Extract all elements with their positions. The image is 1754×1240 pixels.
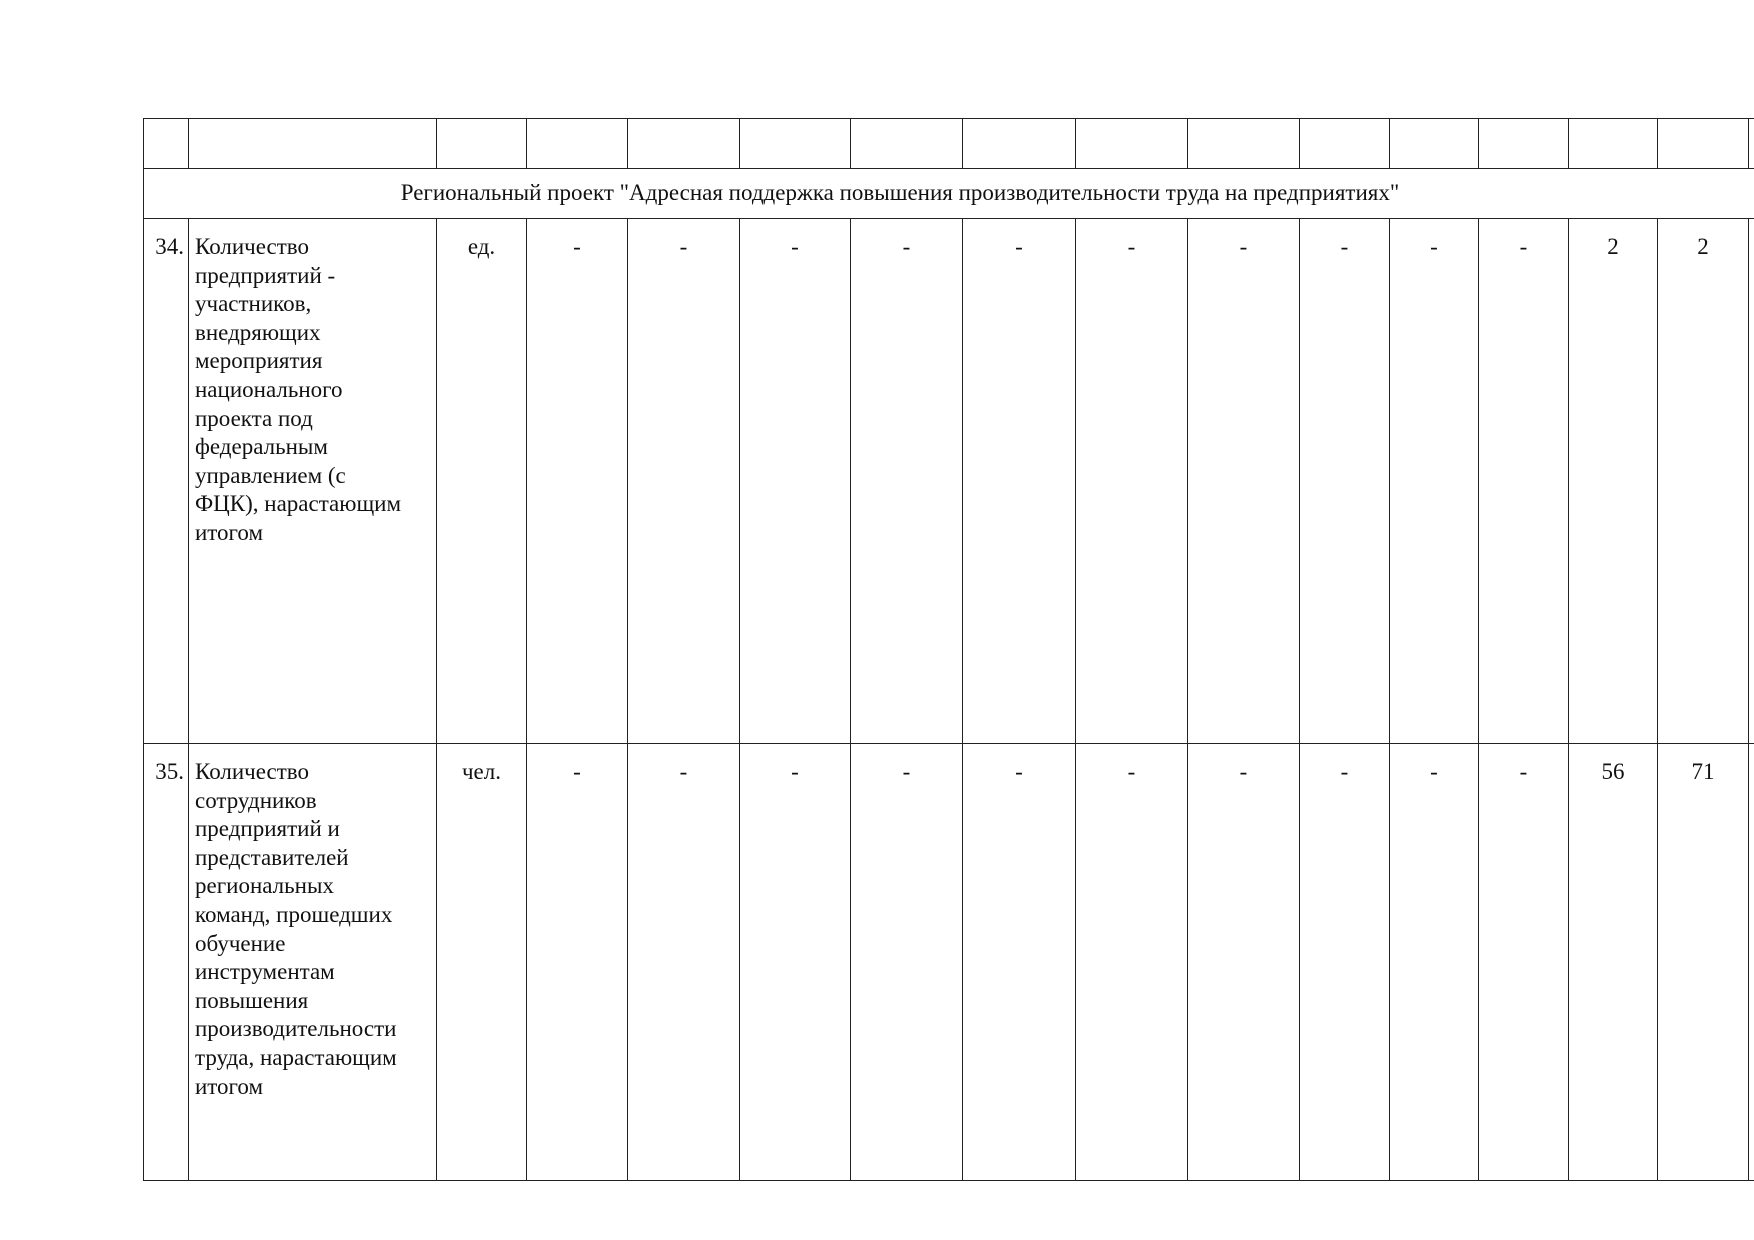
value-cell — [1749, 219, 1754, 744]
table-cell — [1076, 119, 1188, 169]
name-line: итогом — [195, 519, 264, 545]
name-line: внедряющих — [195, 319, 321, 345]
table-cell — [1749, 119, 1754, 169]
value-cell: - — [963, 744, 1076, 1181]
value-cell: - — [1188, 744, 1300, 1181]
name-line: проекта под — [195, 405, 313, 431]
indicator-name — [189, 219, 437, 744]
name-line: Количество — [195, 234, 309, 259]
name-line: команд, прошедших — [195, 901, 393, 927]
name-line: ФЦК), нарастающим — [195, 491, 402, 517]
name-line: инструментам — [195, 959, 335, 985]
name-line: представителей — [195, 844, 349, 870]
value-cell: 2 — [1658, 219, 1749, 744]
value-cell: 56 — [1569, 744, 1658, 1181]
value-cell: 2 — [1569, 219, 1658, 744]
section-title: Региональный проект "Адресная поддержка повышения производительности труда на предприятиях" — [400, 180, 1400, 206]
name-line: национального — [195, 376, 343, 402]
name-line: региональных — [195, 873, 334, 899]
table-cell — [1658, 119, 1749, 169]
table-cell — [1390, 119, 1479, 169]
table-cell — [1479, 119, 1569, 169]
section-header-row — [144, 169, 1754, 219]
table-cell — [437, 119, 527, 169]
unit-cell: чел. — [437, 744, 527, 1181]
indicator-name — [189, 744, 437, 1181]
name-line: мероприятия — [195, 348, 323, 374]
value-cell: - — [1300, 219, 1390, 744]
table-row — [144, 219, 1754, 744]
value-cell: - — [1300, 744, 1390, 1181]
value-cell: - — [1188, 219, 1300, 744]
table-cell — [1569, 119, 1658, 169]
table-cell — [628, 119, 740, 169]
value-cell: - — [851, 744, 963, 1181]
table-row-empty — [144, 119, 1754, 169]
value-cell: - — [527, 219, 628, 744]
name-line: предприятий и — [195, 816, 340, 842]
name-line: итогом — [195, 1073, 264, 1099]
value-cell: 71 — [1658, 744, 1749, 1181]
name-line: управлением (с — [195, 462, 346, 488]
table-cell — [527, 119, 628, 169]
name-line: обучение — [195, 930, 286, 956]
value-cell: - — [1076, 744, 1188, 1181]
row-number: 35. — [144, 744, 189, 1181]
value-cell: - — [1390, 219, 1479, 744]
section-title-cell — [144, 169, 1754, 219]
table-cell — [189, 119, 437, 169]
value-cell: - — [1479, 744, 1569, 1181]
value-cell: - — [628, 219, 740, 744]
table-cell — [1188, 119, 1300, 169]
value-cell: - — [1390, 744, 1479, 1181]
name-line: повышения — [195, 987, 309, 1013]
name-line: федеральным — [195, 434, 328, 460]
value-cell: - — [740, 744, 851, 1181]
value-cell — [1749, 744, 1754, 1181]
table-cell — [144, 119, 189, 169]
value-cell: - — [628, 744, 740, 1181]
value-cell: - — [1076, 219, 1188, 744]
name-line: предприятий - — [195, 262, 336, 288]
table-row — [144, 744, 1754, 1181]
table-cell — [851, 119, 963, 169]
row-number: 34. — [144, 219, 189, 744]
name-line: Количество — [195, 759, 309, 784]
name-line: участников, — [195, 291, 312, 317]
value-cell: - — [1479, 219, 1569, 744]
name-line: производительности — [195, 1016, 397, 1042]
table-cell — [740, 119, 851, 169]
value-cell: - — [963, 219, 1076, 744]
table-cell — [963, 119, 1076, 169]
unit-cell: ед. — [437, 219, 527, 744]
value-cell: - — [740, 219, 851, 744]
table-cell — [1300, 119, 1390, 169]
value-cell: - — [527, 744, 628, 1181]
name-line: сотрудников — [195, 787, 317, 813]
value-cell: - — [851, 219, 963, 744]
indicators-table — [143, 118, 1754, 1181]
name-line: труда, нарастающим — [195, 1044, 397, 1070]
